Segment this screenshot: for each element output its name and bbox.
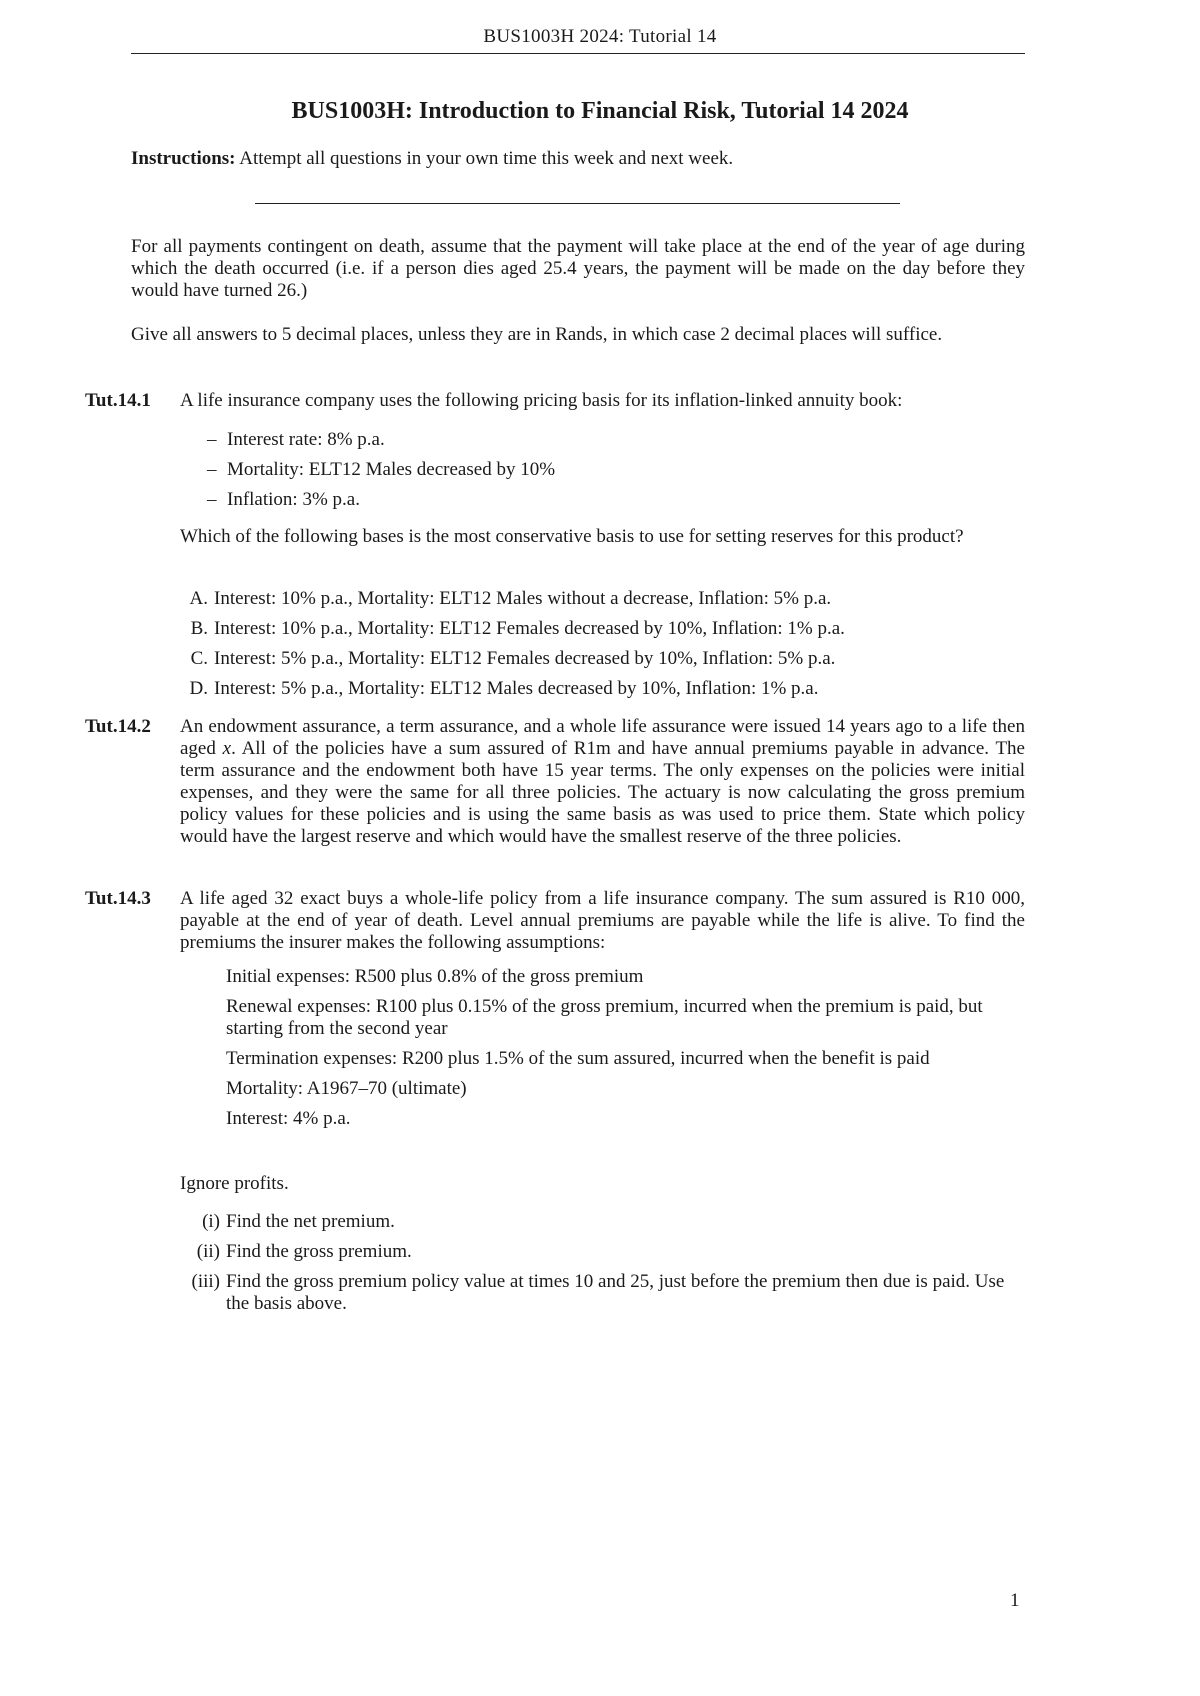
question-parts-list xyxy=(180,1211,1025,1323)
answer-option xyxy=(180,648,1012,678)
option-letter: C. xyxy=(190,648,208,669)
assumptions-list xyxy=(226,966,1026,1138)
dash-bullet: – xyxy=(207,489,217,510)
answer-option xyxy=(180,618,1012,648)
running-header: BUS1003H 2024: Tutorial 14 xyxy=(483,26,717,47)
question-prompt: Which of the following bases is the most conservative basis to use for setting reserves for this product? xyxy=(180,526,964,547)
part-text: Find the net premium. xyxy=(226,1211,395,1232)
section-rule xyxy=(255,203,900,204)
assumption-item: Initial expenses: R500 plus 0.8% of the gross premium xyxy=(226,966,644,987)
answer-options-list xyxy=(180,588,1012,708)
question-note: Ignore profits. xyxy=(180,1173,289,1194)
dash-bullet: – xyxy=(207,429,217,450)
list-item xyxy=(193,429,1025,459)
question-text xyxy=(180,716,1025,848)
question-number: Tut.14.2 xyxy=(85,716,151,737)
document-title: BUS1003H: Introduction to Financial Risk, Tutorial 14 2024 xyxy=(291,98,909,124)
option-text: Interest: 5% p.a., Mortality: ELT12 Males decreased by 10%, Inflation: 1% p.a. xyxy=(214,678,819,699)
option-letter: A. xyxy=(189,588,208,609)
option-letter: B. xyxy=(190,618,208,639)
question-text: A life insurance company uses the following pricing basis for its inflation-linked annuity book: xyxy=(180,390,903,411)
instructions-label: Instructions: xyxy=(131,148,236,169)
part-text: Find the gross premium policy value at times 10 and 25, just before the premium then due is paid. Use the basis above. xyxy=(226,1271,1005,1314)
part-text: Find the gross premium. xyxy=(226,1241,412,1262)
list-item-text: Inflation: 3% p.a. xyxy=(227,489,360,510)
question-text: A life aged 32 exact buys a whole-life policy from a life insurance company. The sum assured is R10 000, payable at the end of year of death. Level annual premiums are payable while the life is alive. To find the premiums the insurer makes the following assumptions: xyxy=(180,888,1025,953)
option-letter: D. xyxy=(189,678,208,699)
instructions-text: Attempt all questions in your own time this week and next week. xyxy=(235,148,734,169)
pricing-basis-list xyxy=(193,429,1025,519)
intro-paragraph-decimal-places: Give all answers to 5 decimal places, unless they are in Rands, in which case 2 decimal places will suffice. xyxy=(131,324,943,345)
dash-bullet: – xyxy=(207,459,217,480)
page-number: 1 xyxy=(1010,1590,1020,1611)
option-text: Interest: 10% p.a., Mortality: ELT12 Females decreased by 10%, Inflation: 1% p.a. xyxy=(214,618,845,639)
question-part xyxy=(180,1241,1025,1263)
intro-paragraph-death-payments: For all payments contingent on death, assume that the payment will take place at the end of the year of age during which the death occurred (i.e. if a person dies aged 25.4 years, the payment will be made on the day before they would have turned 26.) xyxy=(131,236,1025,301)
list-item-text: Mortality: ELT12 Males decreased by 10% xyxy=(227,459,556,480)
question-text-part: . All of the policies have a sum assured of R1m and have annual premiums payable in advance. The term assurance and the endowment both have 15 year terms. The only expenses on the policies were initial expenses, and they were the same for all three policies. The actuary is now calculating the gross premium policy values for these policies and is using the same basis as was used to price them. State which policy would have the largest reserve and which would have the smallest reserve of the three policies. xyxy=(180,738,1025,847)
assumption-item: Mortality: A1967–70 (ultimate) xyxy=(226,1078,467,1099)
question-number: Tut.14.1 xyxy=(85,390,151,411)
list-item-text: Interest rate: 8% p.a. xyxy=(227,429,385,450)
question-part xyxy=(180,1211,1025,1233)
list-item xyxy=(193,459,1025,489)
option-text: Interest: 10% p.a., Mortality: ELT12 Males without a decrease, Inflation: 5% p.a. xyxy=(214,588,832,609)
instructions xyxy=(131,148,733,170)
list-item xyxy=(193,489,1025,519)
part-label: (i) xyxy=(202,1211,220,1232)
part-label: (iii) xyxy=(191,1271,220,1292)
question-part xyxy=(180,1271,1025,1315)
assumption-item: Renewal expenses: R100 plus 0.15% of the gross premium, incurred when the premium is paid, but starting from the second year xyxy=(226,996,983,1039)
assumption-item: Interest: 4% p.a. xyxy=(226,1108,351,1129)
answer-option xyxy=(180,588,1012,618)
assumption-item: Termination expenses: R200 plus 1.5% of the sum assured, incurred when the benefit is paid xyxy=(226,1048,930,1069)
question-text-part: An endowment assurance, a term assurance, and a whole life assurance were issued 14 years ago to a life then aged xyxy=(180,716,1025,759)
answer-option xyxy=(180,678,1012,708)
option-text: Interest: 5% p.a., Mortality: ELT12 Females decreased by 10%, Inflation: 5% p.a. xyxy=(214,648,836,669)
part-label: (ii) xyxy=(196,1241,220,1262)
question-number: Tut.14.3 xyxy=(85,888,151,909)
header-rule xyxy=(131,53,1025,54)
variable-x: x xyxy=(222,738,232,759)
